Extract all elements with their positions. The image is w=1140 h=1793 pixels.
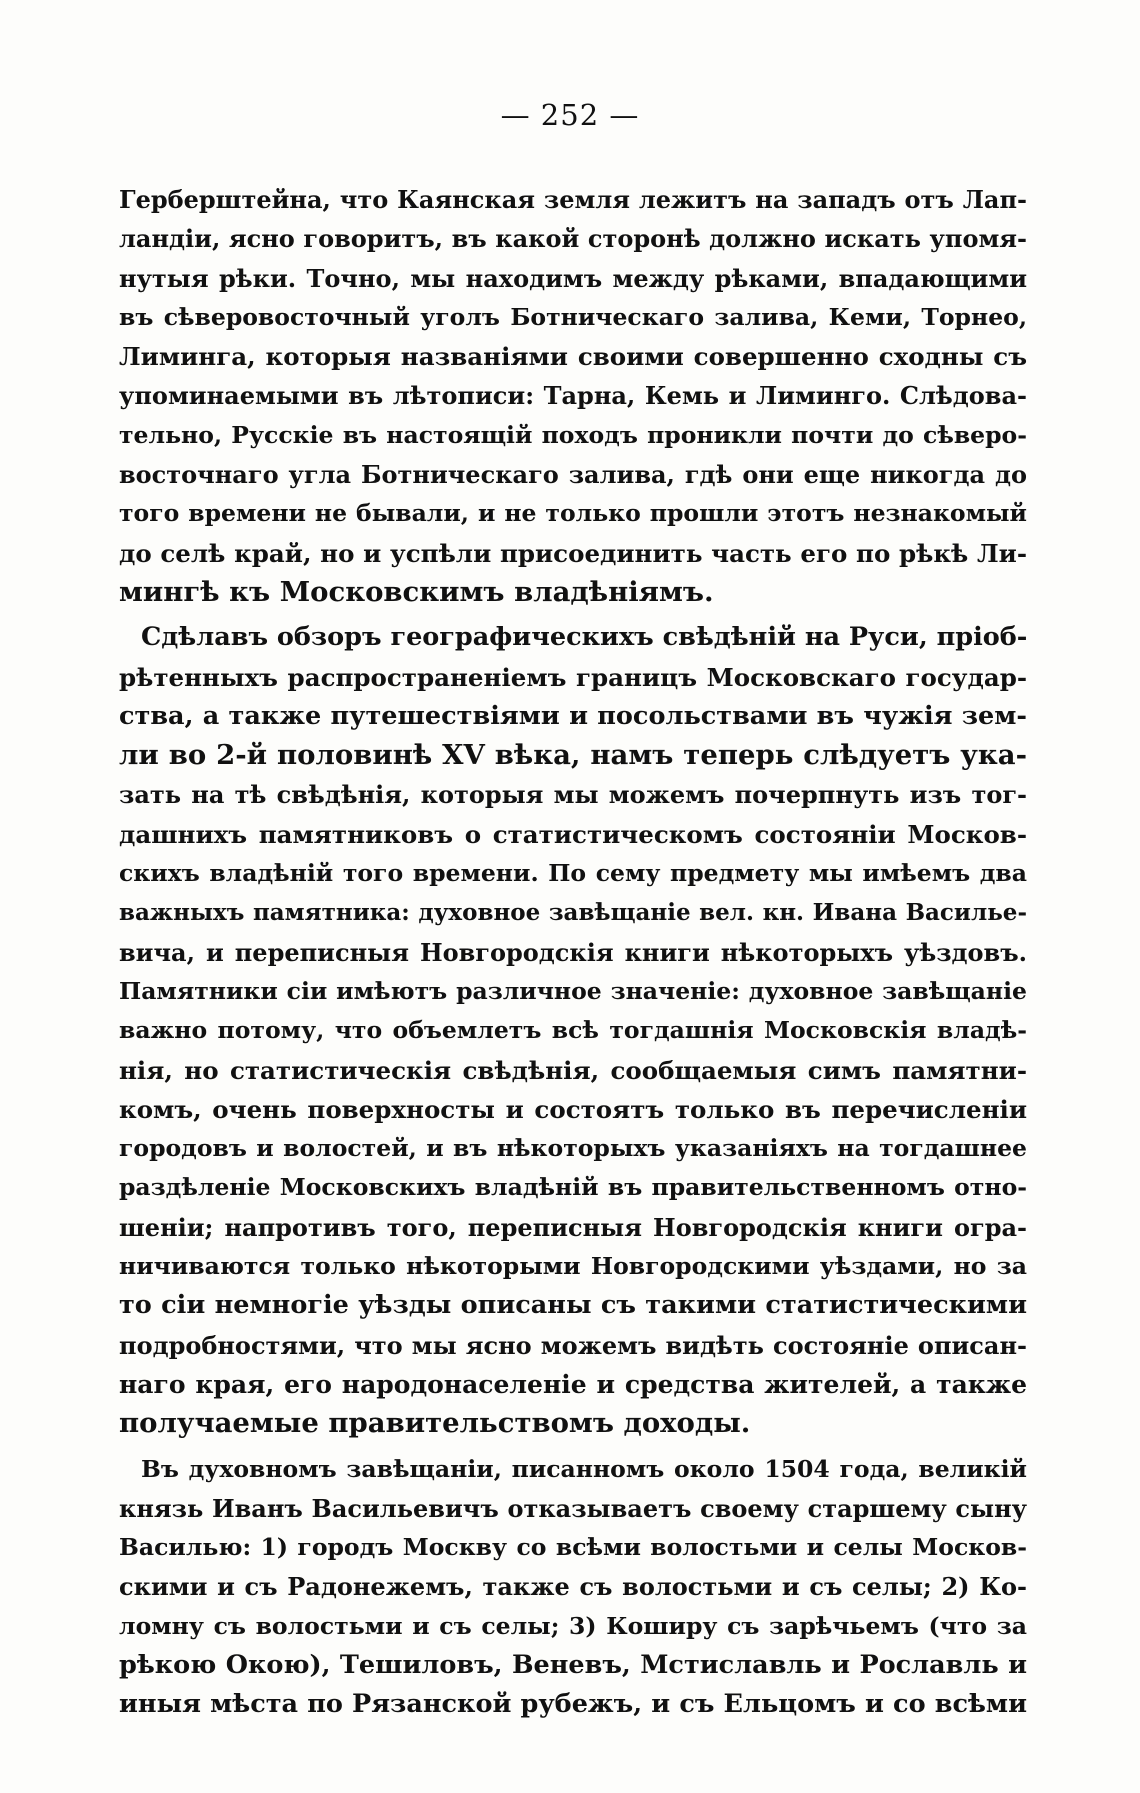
text-line: подробностями, что мы ясно можемъ видѣть состояніе описан- — [119, 1330, 1027, 1360]
text-line: упоминаемыми въ лѣтописи: Тарна, Кемь и Лиминго. Слѣдова- — [119, 381, 1027, 411]
paragraph-2 — [119, 618, 1027, 1443]
text-line: Герберштейна, что Каянская земля лежитъ на западъ отъ Лап- — [119, 185, 1027, 214]
paragraph-1 — [119, 180, 1027, 612]
text-line: мингѣ къ Московскимъ владѣніямъ. — [119, 575, 714, 608]
text-line: Въ духовномъ завѣщаніи, писанномъ около 1504 года, великій — [141, 1454, 1027, 1483]
paragraph-3 — [119, 1450, 1027, 1725]
text-line: ли во 2-й половинѣ XV вѣка, намъ теперь слѣдуетъ ука- — [119, 739, 1027, 772]
text-line: зать на тѣ свѣдѣнія, которыя мы можемъ почерпнуть изъ тог- — [119, 780, 1027, 810]
text-line: того времени не бывали, и не только прошли этотъ незнакомый — [119, 499, 1027, 528]
text-line: Сдѣлавъ обзоръ географическихъ свѣдѣній на Руси, пріоб- — [141, 622, 1027, 653]
text-line: городовъ и волостей, и въ нѣкоторыхъ указаніяхъ на тогдашнее — [119, 1134, 1027, 1163]
text-line: вича, и переписныя Новгородскія книги нѣкоторыхъ уѣздовъ. — [119, 937, 1027, 967]
text-line: ландіи, ясно говоритъ, въ какой сторонѣ должно искать упомя- — [119, 224, 1027, 254]
text-line: рѣкою Окою), Тешиловъ, Веневъ, Мстиславль и Рославль и — [119, 1649, 1027, 1680]
text-line: ничиваются только нѣкоторыми Новгородскими уѣздами, но за — [119, 1252, 1027, 1281]
text-line: Лиминга, которыя названіями своими совершенно сходны съ — [119, 342, 1027, 372]
text-line: комъ, очень поверхносты и состоятъ только въ перечисленіи — [119, 1094, 1027, 1124]
text-line: восточнаго угла Ботническаго залива, гдѣ они еще никогда до — [119, 460, 1027, 490]
text-line: тельно, Русскіе въ настоящій походъ проникли почти до сѣверо- — [119, 420, 1027, 449]
text-line: дашнихъ памятниковъ о статистическомъ состояніи Москов- — [119, 819, 1027, 849]
text-line: князь Иванъ Васильевичъ отказываетъ своему старшему сыну — [119, 1493, 1027, 1523]
text-line: нутыя рѣки. Точно, мы находимъ между рѣками, впадающими — [119, 263, 1027, 293]
text-line: ломну съ волостьми и съ селы; 3) Коширу съ зарѣчьемъ (что за — [119, 1611, 1027, 1640]
text-line: наго края, его народонаселеніе и средства жителей, а также — [119, 1369, 1027, 1399]
text-line: нія, но статистическія свѣдѣнія, сообщаемыя симъ памятни- — [119, 1055, 1027, 1085]
text-line: получаемые правительствомъ доходы. — [119, 1407, 751, 1440]
text-line: скими и съ Радонежемъ, также съ волостьми и съ селы; 2) Ко- — [119, 1572, 1027, 1602]
text-line: до селѣ край, но и успѣли присоединить часть его по рѣкѣ Ли- — [119, 538, 1027, 568]
text-line: иныя мѣста по Рязанской рубежъ, и съ Ельцомъ и со всѣми — [119, 1689, 1027, 1720]
page-number: — 252 — — [500, 98, 640, 132]
text-line: важныхъ памятника: духовное завѣщаніе вел. кн. Ивана Василье- — [119, 899, 1027, 927]
text-line: ства, а также путешествіями и посольствами въ чужія зем- — [119, 700, 1027, 731]
text-line: то сіи немногіе уѣзды описаны съ такими статистическими — [119, 1290, 1027, 1321]
text-line: раздѣленіе Московскихъ владѣній въ правительственномъ отно- — [119, 1173, 1027, 1202]
body-text — [119, 180, 1027, 1725]
text-line: Памятники сіи имѣютъ различное значеніе: духовное завѣщаніе — [119, 976, 1027, 1005]
text-line: рѣтенныхъ распространеніемъ границъ Московскаго государ- — [119, 662, 1027, 692]
text-line: шеніи; напротивъ того, переписныя Новгородскія книги огра- — [119, 1212, 1027, 1242]
text-line: Василью: 1) городъ Москву со всѣми волостьми и селы Москов- — [119, 1533, 1027, 1562]
text-line: важно потому, что объемлетъ всѣ тогдашнія Московскія владѣ- — [119, 1016, 1027, 1045]
text-line: скихъ владѣній того времени. По сему предмету мы имѣемъ два — [119, 859, 1027, 888]
text-line: въ сѣверовосточный уголъ Ботническаго залива, Кеми, Торнео, — [119, 302, 1027, 331]
